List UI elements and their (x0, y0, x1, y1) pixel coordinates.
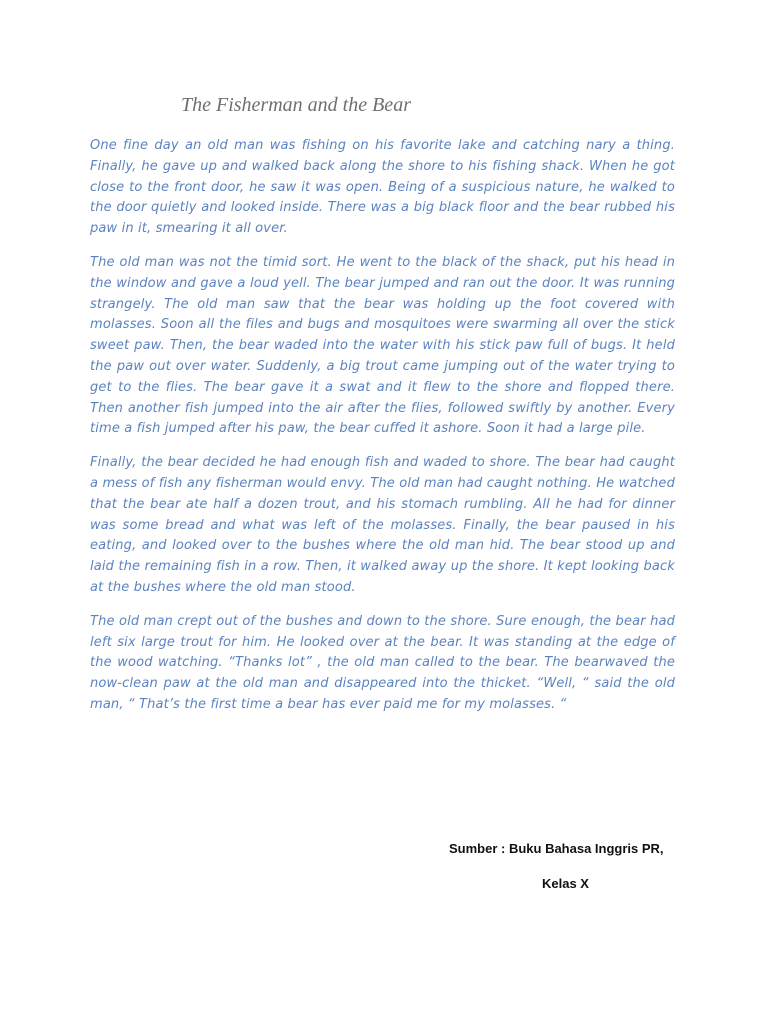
source-class: Kelas X (542, 876, 589, 891)
story-paragraph-2: The old man was not the timid sort. He went to the black of the shack, put his head in the window and gave a loud yell. The bear jumped and ran out the door. It was running strangely. The old man saw that the bear was holding up the foot covered with molasses. Soon all the files and bugs and mosquitoes were swarming all over the stick sweet paw. Then, the bear waded into the water with his stick paw full of bugs. It held the paw out over water. Suddenly, a big trout came jumping out of the water trying to get to the flies. The bear gave it a swat and it flew to the shore and flopped there. Then another fish jumped into the air after the flies, followed swiftly by another. Every time a fish jumped after his paw, the bear cuffed it ashore. Soon it had a large pile. (90, 254, 675, 437)
document-title: The Fisherman and the Bear (181, 94, 411, 116)
story-paragraph-4: The old man crept out of the bushes and down to the shore. Sure enough, the bear had left six large trout for him. He looked over at the bear. It was standing at the edge of the wood watching. “Thanks lot” , the old man called to the bear. The bearwaved the now-clean paw at the old man and disappeared into the thicket. “Well, “ said the old man, “ That’s the first time a bear has ever paid me for my molasses. “ (90, 613, 675, 712)
story-paragraph-1: One fine day an old man was fishing on his favorite lake and catching nary a thing. Finally, he gave up and walked back along the shore to his fishing shack. When he got close to the front door, he saw it was open. Being of a suspicious nature, he walked to the door quietly and looked inside. There was a big black floor and the bear rubbed his paw in it, smearing it all over. (90, 138, 675, 237)
source-citation: Sumber : Buku Bahasa Inggris PR, (449, 841, 664, 856)
story-body (90, 136, 675, 729)
story-paragraph-3: Finally, the bear decided he had enough fish and waded to shore. The bear had caught a mess of fish any fisherman would envy. The old man had caught nothing. He watched that the bear ate half a dozen trout, and his stomach rumbling. All he had for dinner was some bread and what was left of the molasses. Finally, the bear paused in his eating, and looked over to the bushes where the old man hid. The bear stood up and laid the remaining fish in a row. Then, it walked away up the shore. It kept looking back at the bushes where the old man stood. (90, 455, 675, 595)
